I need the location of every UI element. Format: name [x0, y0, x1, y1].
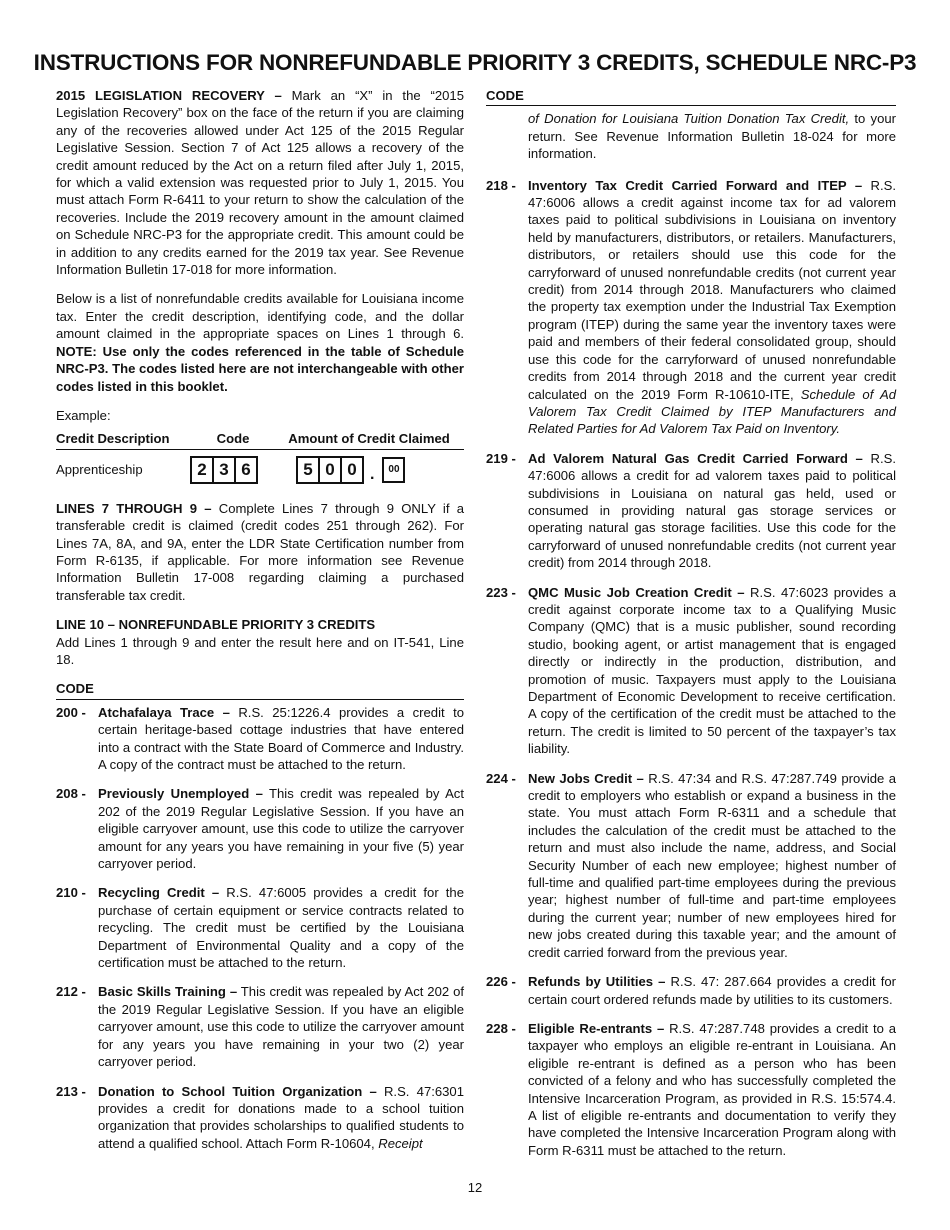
example-amount-boxes [296, 456, 362, 484]
code-name: Atchafalaya Trace – [98, 704, 230, 720]
code-name: Ad Valorem Natural Gas Credit Carried Forward – [528, 450, 863, 466]
code-number: 223 - [486, 584, 516, 600]
code-name: Refunds by Utilities – [528, 974, 666, 990]
code-entry-208 [56, 785, 464, 872]
code-text: R.S. 47:287.748 provides a credit to a taxpayer who employs an eligible re-entrant in Louisiana. An eligible re-entrant is defined as a person who has been convicted of a felony and who has successfully completed the Intensive Incarceration Program, as provided in R.S. 15:574.4. A list of eligible re-entrants and documentation to verify they have completed the Intensive Incarceration Program along with Form R-6311 must be attached to the return. [528, 1020, 896, 1158]
code-entry-200 [56, 704, 464, 774]
code-name: Recycling Credit – [98, 885, 220, 901]
code-213-italic: of Donation for Louisiana Tuition Donation Tax Credit, [528, 111, 850, 127]
example-code-boxes [190, 456, 256, 484]
code-entry-213 [56, 1083, 464, 1153]
code-number: 213 - [56, 1083, 86, 1099]
code-name: New Jobs Credit – [528, 770, 644, 786]
example-description: Apprenticeship [56, 462, 143, 478]
example-header [56, 430, 464, 449]
code-number: 228 - [486, 1020, 516, 1036]
example-row [56, 450, 464, 490]
amount-digit-box: 0 [318, 456, 342, 484]
code-number: 200 - [56, 704, 86, 720]
code-entry-212 [56, 983, 464, 1070]
code-header-left: CODE [56, 680, 464, 699]
list-intro-text: Below is a list of nonrefundable credits available for Louisiana income tax. Enter the credit description, identifying code, and the dollar amount claimed in the appropriate spaces on Lines 1 through 6. [56, 291, 464, 342]
code-entry-228 [486, 1020, 896, 1159]
code-digit-box: 3 [212, 456, 236, 484]
code-text: R.S. 47:6006 allows a credit against income tax for ad valorem taxes paid to political subdivisions in Louisiana on inventory held by manufacturers, distributors, or retailers. Manufacturers, distributors, or retailers should use this code for the carryforward of unused nonrefundable credits (not current year credit) from 2014 through 2018. Manufacturers who claimed the property tax exemption under the Industrial Tax Exemption program (ITEP) during the same year the inventory taxes were paid and members of their federal consolidated group, should use this code for the carryforward of unused nonrefundable credits from 2014 through 2018 and the current year credit calculated on the 2019 Form R-10610-ITE, [528, 177, 896, 402]
amount-digit-box: 5 [296, 456, 320, 484]
code-text: R.S. 47: 287.664 provides a credit for certain court ordered refunds made by utilities to its customers. [528, 974, 896, 1007]
example-header-code: Code [216, 431, 250, 447]
code-name: Basic Skills Training – [98, 984, 238, 1000]
right-column [486, 87, 896, 1171]
example-header-amount: Amount of Credit Claimed [288, 431, 450, 447]
list-intro-note: NOTE: Use only the codes referenced in the table of Schedule NRC-P3. The codes listed here are not interchangeable with other codes listed in this booklet. [56, 343, 464, 394]
lines-7-9-text: Complete Lines 7 through 9 ONLY if a transferable credit is claimed (credit codes 251 through 262). For Lines 7A, 8A, and 9A, enter the LDR State Certification number from Form R-6135, if applicable. For more information see Revenue Information Bulletin 17-008 regarding claiming a purchased transferable tax credit. [56, 500, 464, 603]
code-text: R.S. 47:6005 provides a credit for the purchase of certain equipment or service contracts related to recycling. The credit must be certified by the Louisiana Department of Environmental Quality and a copy of the certification must be attached to the return. [98, 885, 464, 971]
cents-box: 00 [382, 457, 405, 483]
code-entry-210 [56, 884, 464, 971]
code-name: Previously Unemployed – [98, 786, 263, 802]
lines-7-9-lead: LINES 7 THROUGH 9 – [56, 500, 212, 516]
code-entry-218 [486, 177, 896, 438]
code-213-text: to your return. See Revenue Information Bulletin 18-024 for more information. [528, 111, 896, 162]
line-10-heading: LINE 10 – NONREFUNDABLE PRIORITY 3 CREDITS [56, 617, 376, 633]
code-text: R.S. 25:1226.4 provides a credit to certain heritage-based cottage industries that have entered into a contract with the State Board of Commerce and Industry. A copy of the contract must be attached to the return. [98, 704, 465, 772]
code-italic: Receipt [378, 1135, 423, 1151]
code-number: 226 - [486, 974, 516, 990]
code-number: 218 - [486, 177, 516, 193]
code-digit-box: 2 [190, 456, 214, 484]
code-number: 208 - [56, 786, 86, 802]
code-number: 224 - [486, 770, 516, 786]
left-column [56, 87, 464, 1164]
code-digit-box: 6 [234, 456, 258, 484]
code-text: R.S. 47:6006 allows a credit for ad valorem taxes paid to political subdivisions in Louisiana on natural gas held, used or consumed in providing natural gas storage services or operating natural gas storage facilities. Use this code for the carryforward of unused nonrefundable credits (not current year credit) from 2014 through 2018. [528, 450, 896, 571]
code-entry-223 [486, 584, 896, 758]
lines-7-9-paragraph [56, 500, 464, 604]
code-name: Donation to School Tuition Organization – [98, 1083, 377, 1099]
code-text: This credit was repealed by Act 202 of the 2019 Regular Legislative Session. If you have an eligible carryover amount, use this code to utilize the carryover amount for any years you have remaining in your two (2) year carryover period. [98, 984, 464, 1070]
line-10-text: Add Lines 1 through 9 and enter the result here and on IT-541, Line 18. [56, 634, 464, 667]
code-213-continued [528, 110, 896, 162]
example-label: Example: [56, 407, 111, 423]
code-number: 219 - [486, 450, 516, 466]
code-number: 212 - [56, 984, 86, 1000]
code-entry-219 [486, 450, 896, 572]
code-text: R.S. 47:6023 provides a credit against corporate income tax to a Qualifying Music Company (QMC) that is a music publisher, sound recording studio, booking agent, or artist management that is engaged directly or indirectly in the production, distribution, and promotion of music. Taxpayers must apply to the Louisiana Department of Economic Development to receive certification. A copy of the certification of the credit must be attached to the return. The credit is limited to 50 percent of the taxpayer’s tax liability. [528, 584, 896, 757]
code-name: Inventory Tax Credit Carried Forward and ITEP – [528, 177, 863, 193]
page-title: INSTRUCTIONS FOR NONREFUNDABLE PRIORITY 3 CREDITS, SCHEDULE NRC-P3 [33, 50, 917, 75]
amount-digit-box: 0 [340, 456, 364, 484]
example-header-description: Credit Description [56, 431, 170, 447]
code-entry-224 [486, 770, 896, 961]
list-intro-paragraph [56, 290, 464, 394]
code-entry-226 [486, 973, 896, 1008]
code-name: Eligible Re-entrants – [528, 1020, 665, 1036]
code-header-right: CODE [486, 87, 896, 106]
legislation-lead: 2015 LEGISLATION RECOVERY – [56, 88, 282, 103]
code-number: 210 - [56, 885, 86, 901]
code-name: QMC Music Job Creation Credit – [528, 584, 745, 600]
code-text: R.S. 47:6301 provides a credit for donations made to a school tuition organization that provides scholarships to qualified students to attend a qualified school. Attach Form R-10604, [98, 1083, 464, 1151]
decimal-point: . [370, 466, 375, 484]
code-text: R.S. 47:34 and R.S. 47:287.749 provide a credit to employers who establish or expand a business in the state. You must attach Form R-6311 and a schedule that includes the calculation of the credit must be attached to the return and must also include the name, address, and Social Security Number of each new employee; highest number of full-time and qualified part-time employees during the previous year; highest number of full-time and part-time employees during the current year; number of new employees hired for new jobs created during this taxable year; and the amount of credit carried forward from the previous year. [528, 770, 896, 960]
code-italic: Schedule of Ad Valorem Tax Credit Claimed by ITEP Manufacturers and Related Parties for Ad Valorem Tax Paid on Inventory. [528, 386, 897, 437]
legislation-text: Mark an “X” in the “2015 Legislation Recovery” box on the face of the return if you are claiming any of the recoveries allowed under Act 125 of the 2015 Regular Legislative Session. Section 7 of Act 125 allows a recovery of the credit amount reduced by the Act on a return filed after July 1, 2015, for which a valid extension was requested prior to July 1, 2015. You must attach Form R-6411 to your return to show the calculation of the recoveries. Include the 2019 recovery amount in the amount claimed on Schedule NRC-P3 for the appropriate credit. This amount could be in addition to any credits earned for the 2019 tax year. See Revenue Information Bulletin 17-018 for more information. [56, 88, 464, 278]
legislation-recovery-paragraph [56, 87, 464, 278]
page-number: 12 [467, 1180, 483, 1195]
code-text: This credit was repealed by Act 202 of the 2019 Regular Legislative Session. If you have an eligible carryover amount, use this code to utilize the carryover amount for any years you have remaining in your five (5) year carryover period. [98, 786, 464, 872]
